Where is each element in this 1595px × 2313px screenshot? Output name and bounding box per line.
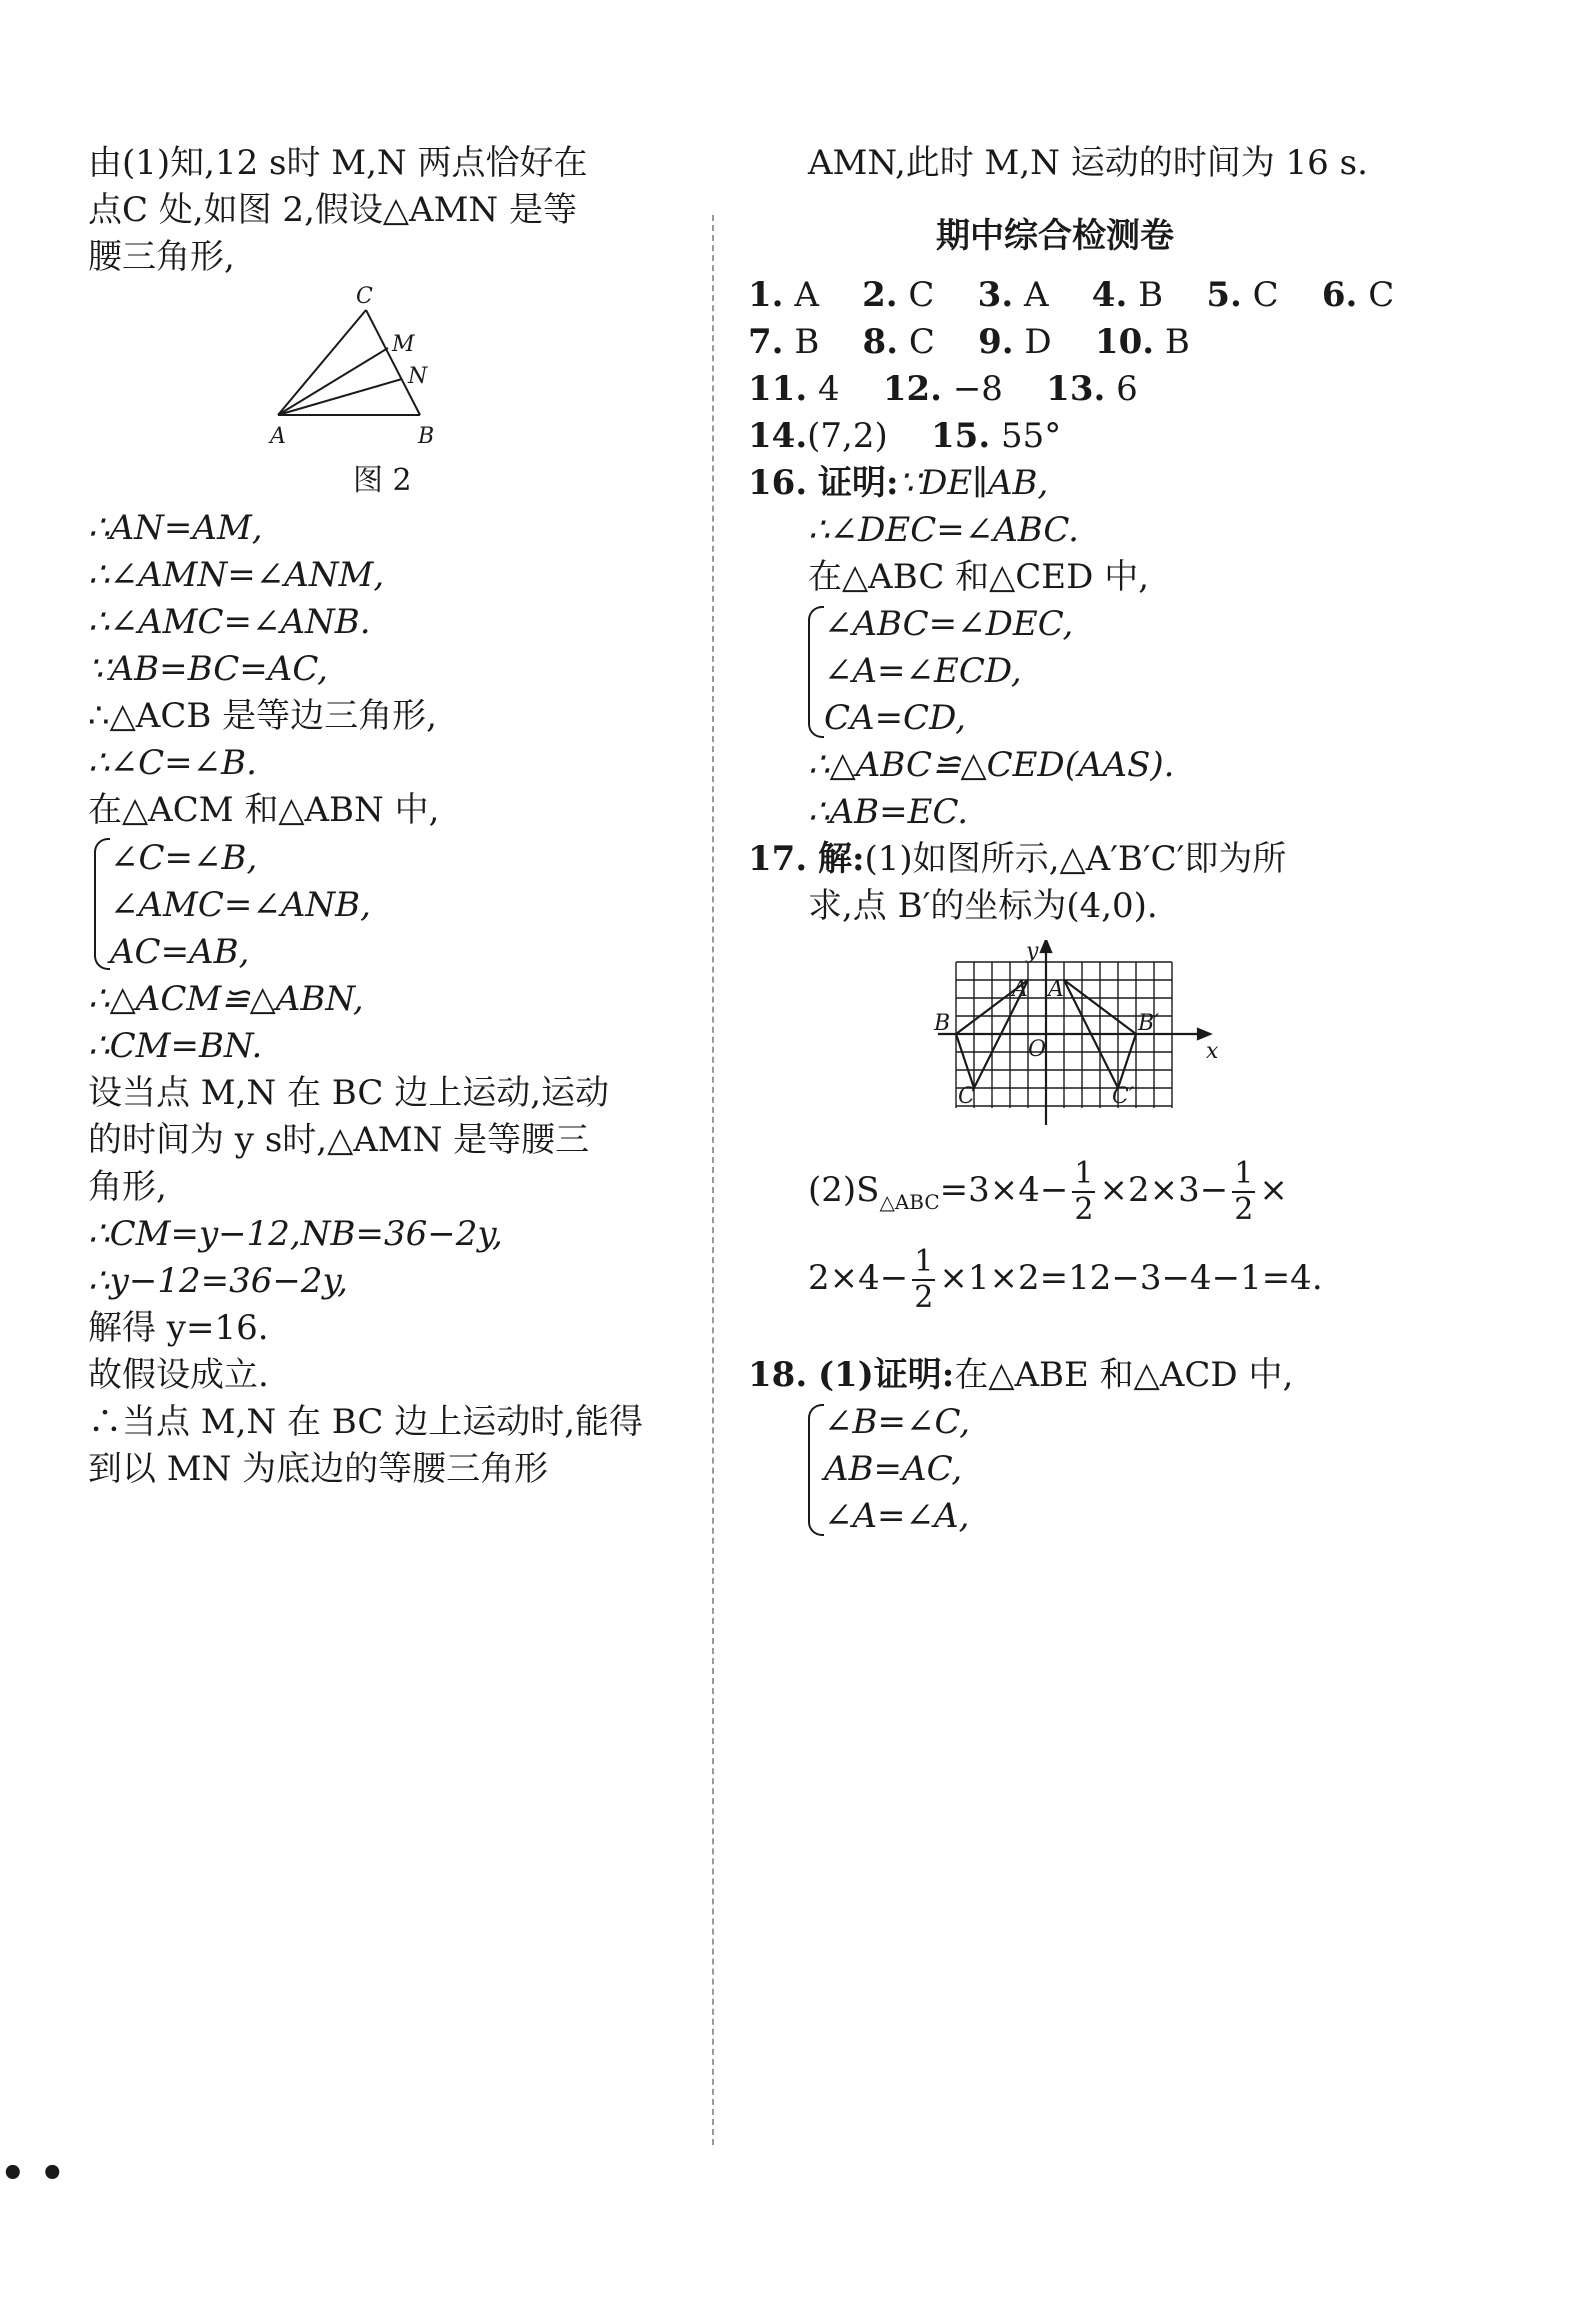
system-line: ∠A=∠ECD, [824,651,1022,691]
point-b-prime-label: B′ [1138,1011,1160,1036]
text-line: ∴y−12=36−2y, [88,1261,348,1301]
label-n: N [408,364,428,389]
answer-row: 7. B 8. C 9. D 10. B [748,322,1190,362]
text-line: ∴△ABC≌△CED(AAS). [808,745,1175,785]
brace [808,606,824,738]
page-mark: • • [0,2150,66,2197]
text-line: 在△ACM 和△ABN 中, [88,790,440,830]
text-line: ∴CM=y−12,NB=36−2y, [88,1214,503,1254]
text-line: 故假设成立. [88,1355,269,1395]
answer-row: 1. A 2. C 3. A 4. B 5. C 6. C [748,275,1395,315]
text-line: ∴∠AMN=∠ANM, [88,555,385,595]
label-b: B [418,424,435,449]
text-line: ∴∠C=∠B. [88,743,257,783]
brace [808,1404,824,1536]
text-line: ∴△ACM≌△ABN, [88,979,364,1019]
label-a: A [270,424,286,449]
point-a-prime-label: A′ [1048,977,1069,1002]
text-line: 点C 处,如图 2,假设△AMN 是等 [88,190,577,230]
q17-head: 17. 解:(1)如图所示,△A′B′C′即为所 [748,839,1287,879]
system-line: AC=AB, [110,932,250,972]
area-formula-line1: $(2)S_{\triangle ABC}=3\times 4-$ $\frac{1}{2}$ ×2×3− $\frac{1}{2}$ × [808,1156,1288,1227]
label-c: C [356,285,373,309]
system-line: ∠C=∠B, [110,838,258,878]
text-line: 在△ABC 和△CED 中, [808,557,1149,597]
area-formula-line2: 2×4− $\frac{1}{2}$ ×1×2=12−3−4−1=4. [808,1244,1323,1315]
coordinate-grid [908,940,1238,1160]
text-line: ∵AB=BC=AC, [88,649,328,689]
text-line: 角形, [88,1167,167,1207]
text-line: 腰三角形, [88,237,235,277]
text-line: 的时间为 y s时,△AMN 是等腰三 [88,1120,590,1160]
system-line: AB=AC, [824,1449,963,1489]
label-m: M [392,332,415,357]
text-line: 求,点 B′的坐标为(4,0). [808,886,1158,926]
text-line: ∴AB=EC. [808,792,969,832]
system-line: ∠AMC=∠ANB, [110,885,371,925]
text-line: 解得 y=16. [88,1308,269,1348]
system-line: ∠ABC=∠DEC, [824,604,1074,644]
text-line: ∴CM=BN. [88,1026,263,1066]
text-line: ∴△ACB 是等边三角形, [88,696,437,736]
text-line: ∴当点 M,N 在 BC 边上运动时,能得 [88,1402,644,1442]
text-line: 由(1)知,12 s时 M,N 两点恰好在 [88,143,588,183]
point-a-label: A [1012,977,1028,1002]
q16-head: 16. 证明:∵DE∥AB, [748,463,1049,503]
brace [94,838,110,970]
text-line: 到以 MN 为底边的等腰三角形 [88,1449,549,1489]
q18-head: 18. (1)证明:在△ABE 和△ACD 中, [748,1355,1294,1395]
point-b-label: B [934,1011,951,1036]
text-line: ∴∠DEC=∠ABC. [808,510,1079,550]
section-title: 期中综合检测卷 [936,216,1174,256]
axis-y-label: y [1026,940,1039,964]
system-line: CA=CD, [824,698,966,738]
column-divider [712,215,714,2145]
triangle-figure [268,285,458,455]
figure-caption: 图 2 [353,463,412,498]
system-line: ∠A=∠A, [824,1496,970,1536]
answer-row: 11. 4 12. −8 13. 6 [748,369,1138,409]
answer-row: 14.(7,2) 15. 55° [748,416,1062,456]
text-line: ∴∠AMC=∠ANB. [88,602,371,642]
system-line: ∠B=∠C, [824,1402,971,1442]
point-c-prime-label: C′ [1112,1084,1134,1109]
text-line: AMN,此时 M,N 运动的时间为 16 s. [808,143,1368,183]
point-c-label: C [958,1084,975,1109]
text-line: 设当点 M,N 在 BC 边上运动,运动 [88,1073,610,1113]
text-line: ∴AN=AM, [88,508,263,548]
axis-x-label: x [1206,1039,1219,1064]
origin-label: O [1028,1037,1047,1062]
